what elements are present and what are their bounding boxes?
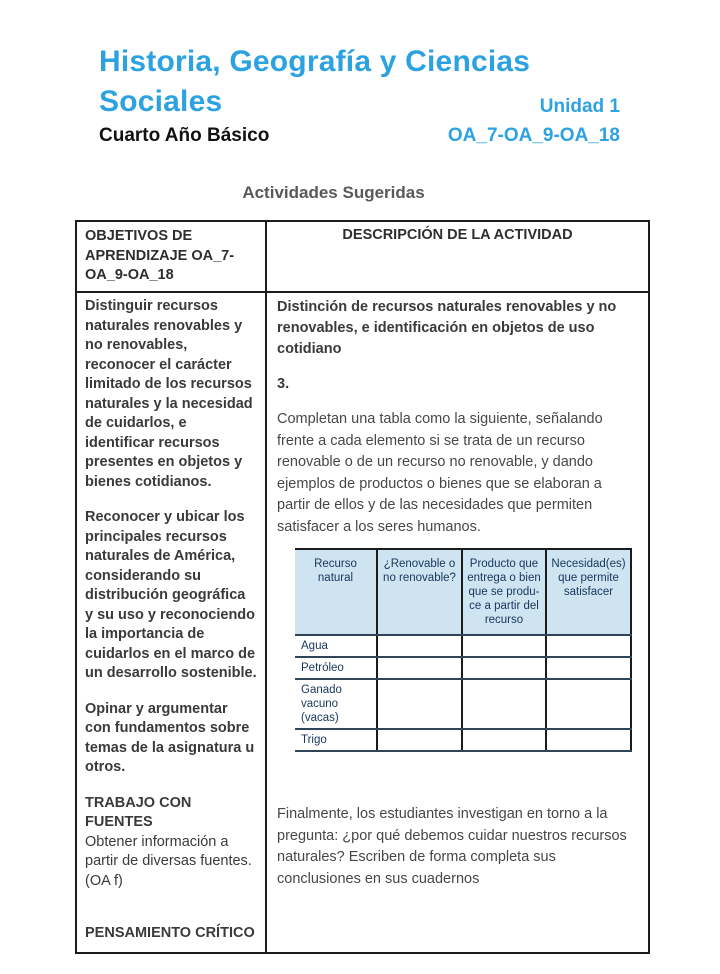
sources-text: Obtener información a partir de diversas fuentes. (OA f) <box>85 833 252 889</box>
resource-table <box>295 548 632 752</box>
resource-row <box>295 679 631 729</box>
doc-subheader <box>99 125 620 147</box>
activities-body-row <box>76 292 649 953</box>
description-header-cell: DESCRIPCIÓN DE LA ACTIVIDAD <box>266 221 649 292</box>
empty-cell <box>546 657 631 679</box>
empty-cell <box>377 679 462 729</box>
doc-title: Historia, Geografía y Ciencias Sociales <box>99 45 531 118</box>
empty-cell <box>546 729 631 751</box>
empty-cell <box>462 657 546 679</box>
unit-label: Unidad 1 <box>539 96 620 117</box>
resource-name-cell: Agua <box>295 635 377 657</box>
activity-instructions: Completan una tabla como la siguiente, señalando frente a cada elemento si se trata de un recurso renovable o de un recurso no renovable, y dando ejemplos de productos o bienes que se elaboran a partir de ellos y de las necesidades que permiten satisfacer a los seres humanos. <box>277 411 603 535</box>
empty-cell <box>377 657 462 679</box>
resource-header-cell: Recurso natural <box>295 549 377 635</box>
activities-header-row <box>76 221 649 292</box>
section-title: Actividades Sugeridas <box>242 183 425 202</box>
empty-cell <box>377 635 462 657</box>
activity-cell <box>266 292 649 953</box>
resource-header-cell: Necesidad(es) que permite satisfacer <box>546 549 631 635</box>
empty-cell <box>462 679 546 729</box>
critical-thinking-heading: PENSAMIENTO CRÍTICO <box>85 925 255 941</box>
objectives-cell <box>76 292 266 953</box>
activity-closing: Finalmente, los estudiantes investigan en torno a la pregunta: ¿por qué debemos cuidar nuestros recursos naturales? Escriben de forma completa sus conclusiones en sus cuadernos <box>277 806 627 887</box>
resource-header-cell: ¿Renovable o no renovable? <box>377 549 462 635</box>
resource-row <box>295 657 631 679</box>
activities-table <box>75 220 650 954</box>
objective-paragraph: Distinguir recursos naturales renovables y no renovables, reconocer el carácter limitado de los recursos naturales y la necesidad de cuidarlos, e identificar recursos presentes en objetos y bienes cotidianos. <box>85 298 253 490</box>
empty-cell <box>546 679 631 729</box>
sources-heading: TRABAJO CON FUENTES <box>85 794 192 830</box>
resource-header-row <box>295 549 631 635</box>
doc-header <box>99 42 620 147</box>
document-page <box>0 42 720 974</box>
resource-row <box>295 729 631 751</box>
grade-label: Cuarto Año Básico <box>99 125 270 146</box>
empty-cell <box>377 729 462 751</box>
objectives-header-cell: OBJETIVOS DE APRENDIZAJE OA_7-OA_9-OA_18 <box>76 221 266 292</box>
activity-number: 3. <box>277 376 290 392</box>
resource-name-cell: Petróleo <box>295 657 377 679</box>
empty-cell <box>546 635 631 657</box>
objective-paragraph: Reconocer y ubicar los principales recursos naturales de América, considerando su distribución geográfica y su uso y reconociendo la importancia de cuidarlos en el marco de un desarrollo sostenible. <box>85 509 257 681</box>
empty-cell <box>462 635 546 657</box>
resource-row <box>295 635 631 657</box>
resource-header-cell: Producto que entrega o bien que se produ-ce a partir del recurso <box>462 549 546 635</box>
resource-name-cell: Ganado vacuno (vacas) <box>295 679 377 729</box>
resource-name-cell: Trigo <box>295 729 377 751</box>
objective-paragraph: Opinar y argumentar con fundamentos sobre temas de la asignatura u otros. <box>85 700 255 775</box>
activity-heading: Distinción de recursos naturales renovables y no renovables, e identificación en objetos de uso cotidiano <box>277 299 617 357</box>
oa-codes: OA_7-OA_9-OA_18 <box>447 125 620 146</box>
empty-cell <box>462 729 546 751</box>
